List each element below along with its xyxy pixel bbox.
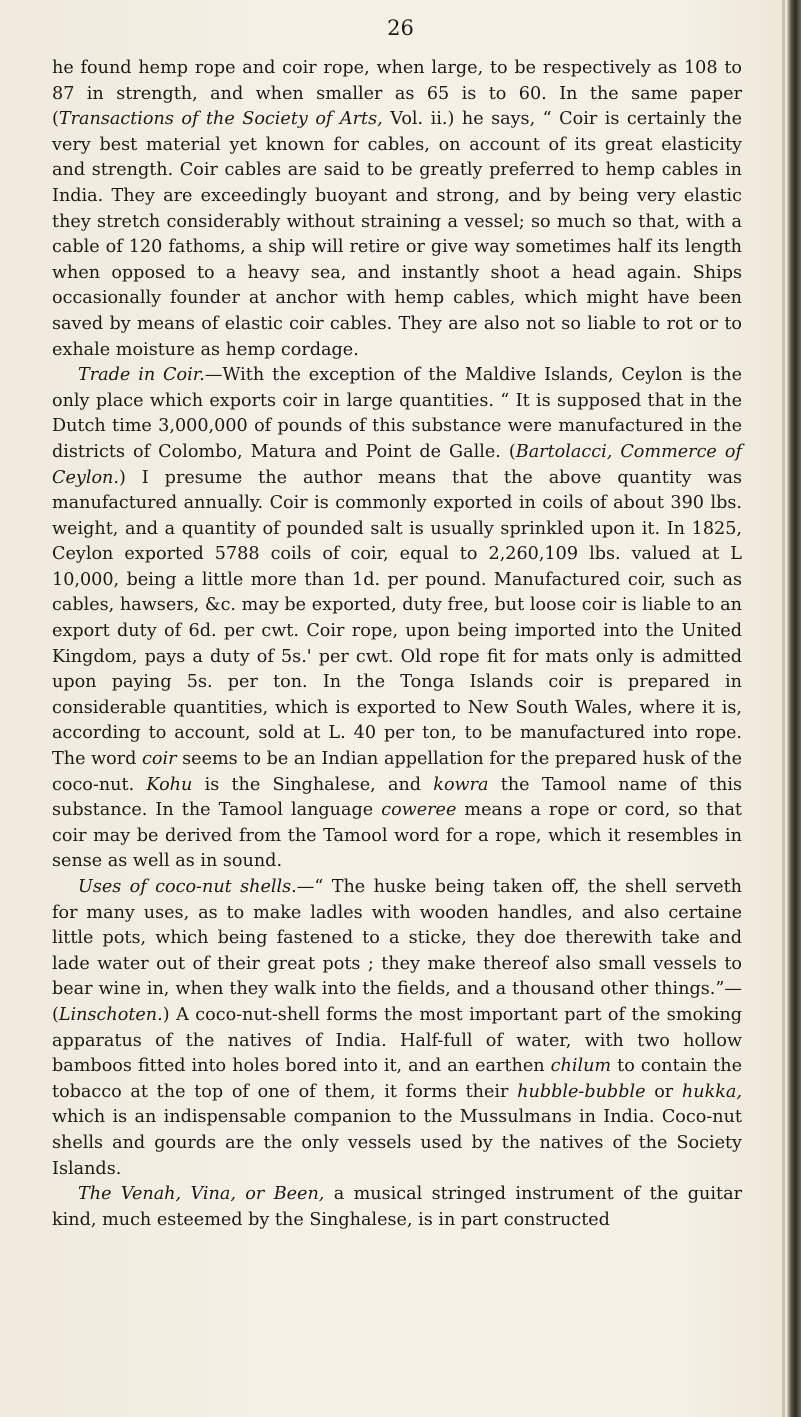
paragraph-trade-in-coir: Trade in Coir.—With the exception of the Maldive Islands, Ceylon is the only place which exports coir in large quantities. “ It is supposed that in the Dutch time 3,000,000 of pounds of this substance were manufactured in the districts of Colombo, Matura and Point de Galle. (Bartolacci, Commerce of Ceylon.) I presume the author means that the above quantity was manufactured annually. Coir is commonly exported in coils of about 390 lbs. weight, and a quantity of pounded salt is usually sprinkled upon it. In 1825, Ceylon exported 5788 coils of coir, equal to 2,260,109 lbs. valued at L 10,000, being a little more than 1d. per pound. Manufactured coir, such as cables, hawsers, &c. may be exported, duty free, but loose coir is liable to an export duty of 6d. per cwt. Coir rope, upon being imported into the United Kingdom, pays a duty of 5s.' per cwt. Old rope fit for mats only is admitted upon paying 5s. per ton. In the Tonga Islands coir is prepared in considerable quantities, which is exported to New South Wales, where it is, according to account, sold at L. 40 per ton, to be manufactured into rope. The word coir seems to be an Indian appellation for the prepared husk of the coco-nut. Kohu is the Singhalese, and kowra the Tamool name of this substance. In the Tamool language coweree means a rope or cord, so that coir may be derived from the Tamool word for a rope, which it resembles in sense as well as in sound. — [52, 365, 743, 872]
page-number: 26 — [387, 16, 414, 40]
paragraph-uses-of-shells: Uses of coco-nut shells.—“ The huske being taken off, the shell serveth for many uses, as to make ladles with wooden handles, and also certaine little pots, which being fastened to a sticke, they doe therewith take and lade water out of their great pots ; they make thereof also small vessels to bear wine in, when they walk into the fields, and a thousand other things.”—(Linschoten.) A coco-nut-shell forms the most important part of the smoking apparatus of the natives of India. Half-full of water, with two hollow bamboos fitted into holes bored into it, and an earthen chilum to contain the tobacco at the top of one of them, it forms their hubble-bubble or hukka, which is an indispensable companion to the Mussulmans in India. Coco-nut shells and gourds are the only vessels used by the natives of the Society Islands. — [52, 877, 742, 1179]
section-heading: The Venah, Vina, or Been, — [78, 1184, 325, 1205]
section-heading: Trade in Coir. — [78, 365, 205, 386]
page-binding-edge — [787, 0, 801, 1417]
page-edge-line — [782, 0, 785, 1417]
paragraph-venah: The Venah, Vina, or Been, a musical stringed instrument of the guitar kind, much esteemed by the Singhalese, is in part constructed — [52, 1184, 742, 1230]
paragraph-coir-strength: he found hemp rope and coir rope, when large, to be respectively as 108 to 87 in strength, and when smaller as 65 is to 60. In the same paper (Transactions of the Society of Arts, Vol. ii.) he says, “ Coir is certainly the very best material yet known for cables, on account of its great elasticity and strength. Coir cables are said to be greatly preferred to hemp cables in India. They are exceedingly buoyant and strong, and by being very elastic they stretch considerably without straining a vessel; so much so that, with a cable of 120 fathoms, a ship will retire or give way sometimes half its length when opposed to a heavy sea, and instantly shoot a head again. Ships occasionally founder at anchor with hemp cables, which might have been saved by means of elastic coir cables. They are also not so liable to rot or to exhale moisture as hemp cordage. — [52, 58, 742, 360]
section-heading: Uses of coco-nut shells. — [78, 877, 297, 897]
body-text — [52, 56, 742, 1233]
